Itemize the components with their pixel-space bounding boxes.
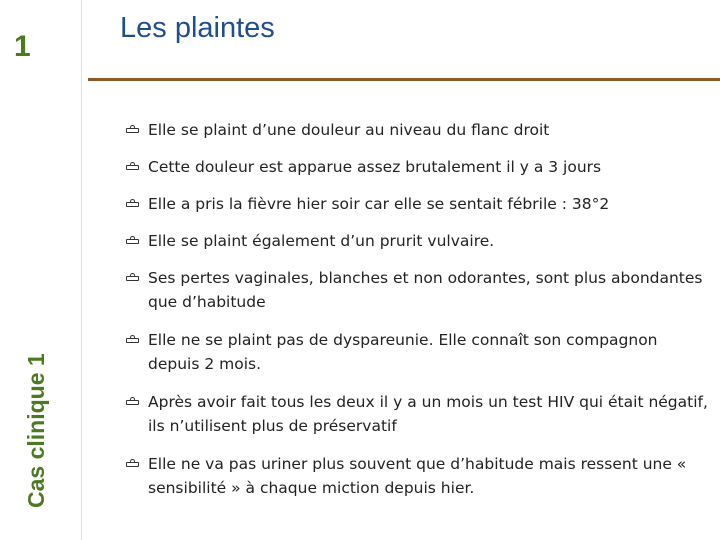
list-item: [126, 192, 711, 216]
list-item: [126, 118, 711, 142]
page-title: Les plaintes: [120, 12, 275, 44]
bullet-text: Cette douleur est apparue assez brutalement il y a 3 jours: [148, 158, 602, 176]
scroll-bullet-icon: [126, 400, 139, 405]
left-sidebar: [0, 0, 82, 540]
vertical-section-title: Cas clinique 1: [23, 353, 49, 508]
list-item: [126, 452, 711, 500]
list-item: [126, 266, 711, 314]
bullet-text: Elle ne va pas uriner plus souvent que d’habitude mais ressent une « sensibilité » à chaque miction depuis hier.: [148, 455, 687, 497]
scroll-bullet-icon: [126, 202, 139, 207]
list-item: [126, 390, 711, 438]
bullet-text: Après avoir fait tous les deux il y a un mois un test HIV qui était négatif, ils n’utilisent plus de préservatif: [148, 393, 708, 435]
slide-number: 1: [14, 30, 31, 63]
scroll-bullet-icon: [126, 165, 139, 170]
bullet-text: Elle se plaint également d’un prurit vulvaire.: [148, 232, 495, 250]
scroll-bullet-icon: [126, 276, 139, 281]
bullet-text: Elle se plaint d’une douleur au niveau du flanc droit: [148, 121, 550, 139]
list-item: [126, 328, 711, 376]
list-item: [126, 155, 711, 179]
bullet-text: Elle a pris la fièvre hier soir car elle se sentait fébrile : 38°2: [148, 195, 610, 213]
bullet-list: [126, 118, 711, 514]
bullet-text: Ses pertes vaginales, blanches et non odorantes, sont plus abondantes que d’habitude: [148, 269, 703, 311]
scroll-bullet-icon: [126, 128, 139, 133]
title-divider: [88, 78, 720, 81]
scroll-bullet-icon: [126, 462, 139, 467]
scroll-bullet-icon: [126, 239, 139, 244]
list-item: [126, 229, 711, 253]
bullet-text: Elle ne se plaint pas de dyspareunie. Elle connaît son compagnon depuis 2 mois.: [148, 331, 658, 373]
scroll-bullet-icon: [126, 338, 139, 343]
